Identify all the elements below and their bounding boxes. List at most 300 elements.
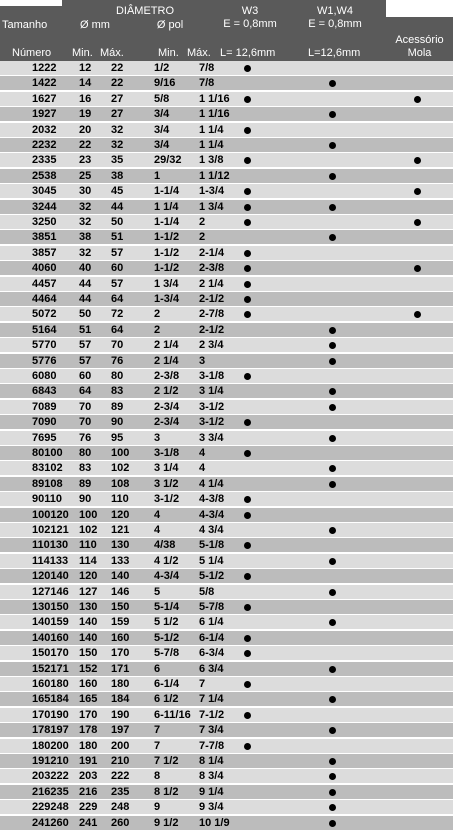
cell-min-pol: 7 1/2 [154,755,179,767]
w3-available-dot [244,188,251,195]
cell-max-pol: 7 1/4 [199,693,224,706]
table-row [0,461,453,476]
cell-max-mm: 180 [111,678,130,690]
table-row [0,477,453,492]
cell-max-mm: 146 [111,585,130,598]
table-row [0,646,453,661]
table-row [0,400,453,415]
cell-max-mm: 222 [111,770,130,783]
w1w4-available-dot [329,820,336,827]
cell-numero: 160180 [32,678,69,690]
cell-min-mm: 127 [79,585,98,598]
cell-min-pol: 9/16 [154,77,176,90]
header-w1w4: W1,W4 [316,5,354,17]
cell-min-mm: 170 [79,708,98,721]
cell-max-mm: 27 [111,92,124,105]
cell-numero: 7090 [32,416,57,429]
w1w4-available-dot [329,342,336,349]
cell-max-mm: 22 [111,77,124,90]
cell-numero: 165184 [32,693,69,706]
header-max-pol: Máx. [187,47,211,59]
row-divider [0,830,453,831]
header-corner-blank-right [386,0,453,17]
cell-min-pol: 2-3/4 [154,400,180,413]
header-numero: Número [12,47,52,59]
w1w4-available-dot [329,527,336,534]
cell-max-mm: 44 [111,200,124,213]
cell-min-pol: 6-1/4 [154,678,180,690]
cell-max-pol: 4 3/4 [199,524,224,536]
w3-available-dot [244,573,251,580]
w3-available-dot [244,127,251,134]
cell-max-mm: 89 [111,400,124,413]
cell-min-pol: 3 1/2 [154,477,179,490]
table-row [0,338,453,353]
cell-max-mm: 200 [111,739,130,752]
table-row [0,384,453,399]
w1w4-available-dot [329,589,336,596]
cell-min-mm: 57 [79,339,92,352]
cell-numero: 229248 [32,801,69,814]
cell-min-mm: 241 [79,816,98,829]
cell-max-mm: 210 [111,755,130,767]
cell-min-mm: 44 [79,293,92,305]
cell-min-pol: 4-3/4 [154,570,180,583]
cell-max-pol: 2-1/4 [199,246,225,259]
w3-available-dot [244,450,251,457]
cell-max-pol: 1 3/4 [199,200,224,213]
cell-min-pol: 4 [154,524,161,536]
cell-numero: 241260 [32,816,69,829]
header-mm: Ø mm [80,19,110,31]
cell-min-pol: 9 1/2 [154,816,179,829]
cell-max-pol: 1 1/4 [199,123,224,136]
cell-max-mm: 51 [111,231,124,244]
cell-max-mm: 184 [111,693,130,706]
table-row [0,215,453,230]
header-diametro: DIÂMETRO [115,5,175,17]
cell-max-pol: 4-3/4 [199,508,225,521]
cell-max-pol: 1-3/4 [199,185,225,198]
cell-max-pol: 2-1/2 [199,323,225,336]
cell-numero: 7695 [32,431,57,444]
cell-min-pol: 6-11/16 [154,708,191,721]
cell-min-pol: 3 [154,431,161,444]
table-row [0,754,453,769]
cell-max-pol: 1 1/4 [199,139,224,151]
header-min-mm: Min. [72,47,93,59]
w1w4-available-dot [329,327,336,334]
cell-min-mm: 14 [79,77,92,90]
cell-max-mm: 27 [111,108,124,121]
cell-min-pol: 4 1/2 [154,554,179,567]
cell-min-mm: 40 [79,262,92,275]
table-row [0,415,453,430]
cell-min-mm: 180 [79,739,98,752]
header-l-w3: L= 12,6mm [220,47,276,59]
table-row [0,600,453,615]
cell-max-pol: 4 1/4 [199,477,224,490]
w3-available-dot [244,419,251,426]
cell-min-mm: 76 [79,431,92,444]
table-row [0,785,453,800]
cell-min-mm: 12 [79,62,92,74]
w3-available-dot [244,542,251,549]
table-row [0,431,453,446]
w1w4-available-dot [329,773,336,780]
table-row [0,246,453,261]
cell-numero: 5776 [32,354,57,367]
mola-available-dot [414,96,421,103]
table-row [0,538,453,553]
cell-max-mm: 120 [111,508,130,521]
cell-max-pol: 7 3/4 [199,724,224,737]
table-row [0,446,453,461]
w1w4-available-dot [329,619,336,626]
cell-numero: 2232 [32,139,57,151]
cell-max-mm: 140 [111,570,130,583]
cell-min-mm: 20 [79,123,92,136]
header-mola: Mola [407,47,432,59]
cell-min-mm: 90 [79,493,92,506]
cell-numero: 1627 [32,92,57,105]
table-row [0,569,453,584]
cell-min-pol: 5-7/8 [154,647,180,660]
w3-available-dot [244,157,251,164]
cell-numero: 130150 [32,601,69,613]
w1w4-available-dot [329,789,336,796]
cell-min-pol: 3-1/2 [154,493,180,506]
cell-min-pol: 1-1/4 [154,185,180,198]
cell-max-pol: 7/8 [199,77,215,90]
cell-min-mm: 32 [79,246,92,259]
header-acessorio: Acessório [395,34,444,46]
cell-max-pol: 6-1/4 [199,631,225,644]
cell-min-pol: 5/8 [154,92,170,105]
cell-min-mm: 64 [79,385,92,398]
cell-max-mm: 83 [111,385,124,398]
cell-numero: 180200 [32,739,69,752]
w3-available-dot [244,604,251,611]
cell-max-pol: 6 1/4 [199,616,224,629]
table-row [0,76,453,91]
cell-min-pol: 4 [154,508,161,521]
cell-min-mm: 216 [79,785,98,798]
cell-min-mm: 51 [79,323,92,336]
w1w4-available-dot [329,404,336,411]
cell-min-pol: 1/2 [154,62,170,74]
cell-numero: 5164 [32,323,57,336]
cell-min-pol: 7 [154,724,161,737]
cell-max-mm: 72 [111,308,124,321]
cell-max-mm: 133 [111,554,130,567]
w3-available-dot [244,296,251,303]
cell-max-mm: 260 [111,816,130,829]
cell-numero: 3045 [32,185,57,198]
cell-max-mm: 190 [111,708,130,721]
w3-available-dot [244,512,251,519]
cell-max-pol: 9 1/4 [199,785,224,798]
cell-min-pol: 1-1/2 [154,231,180,244]
cell-numero: 150170 [32,647,69,660]
cell-numero: 1222 [32,62,57,74]
cell-max-pol: 2 [199,216,206,228]
cell-min-pol: 2 [154,323,161,336]
cell-max-pol: 5-1/8 [199,539,225,552]
cell-numero: 152171 [32,662,69,675]
cell-min-pol: 2-3/4 [154,416,180,429]
cell-numero: 2032 [32,123,57,136]
w3-available-dot [244,712,251,719]
cell-max-mm: 100 [111,447,130,459]
header-pol: Ø pol [156,19,184,31]
table-row [0,523,453,538]
cell-min-pol: 1 3/4 [154,277,179,290]
cell-numero: 1927 [32,108,57,121]
w3-available-dot [244,219,251,226]
cell-min-mm: 89 [79,477,92,490]
cell-min-mm: 23 [79,154,92,167]
cell-max-pol: 7-7/8 [199,739,225,752]
cell-max-pol: 9 3/4 [199,801,224,814]
cell-numero: 170190 [32,708,69,721]
cell-min-mm: 120 [79,570,98,583]
mola-available-dot [414,265,421,272]
mola-available-dot [414,188,421,195]
cell-min-mm: 38 [79,231,92,244]
w3-available-dot [244,65,251,72]
cell-max-mm: 45 [111,185,124,198]
table-row [0,138,453,153]
cell-min-mm: 140 [79,631,98,644]
cell-numero: 102121 [32,524,69,536]
cell-min-mm: 114 [79,554,97,567]
cell-min-pol: 6 1/2 [154,693,179,706]
cell-max-pol: 7 [199,678,206,690]
w3-available-dot [244,265,251,272]
cell-min-pol: 5 1/2 [154,616,179,629]
cell-numero: 5072 [32,308,57,321]
table-row [0,631,453,646]
cell-max-mm: 60 [111,262,124,275]
cell-max-mm: 235 [111,785,130,798]
table-row [0,277,453,292]
cell-numero: 191210 [32,755,69,767]
cell-numero: 7089 [32,400,57,413]
cell-max-pol: 6 3/4 [199,662,224,675]
w1w4-available-dot [329,173,336,180]
cell-min-mm: 16 [79,92,92,105]
cell-max-mm: 170 [111,647,130,660]
cell-min-mm: 203 [79,770,98,783]
cell-max-pol: 2 1/4 [199,277,224,290]
cell-min-mm: 152 [79,662,98,675]
w1w4-available-dot [329,358,336,365]
cell-max-pol: 10 1/9 [199,816,230,829]
cell-numero: 140160 [32,631,69,644]
w3-available-dot [244,650,251,657]
cell-numero: 203222 [32,770,69,783]
table-row [0,739,453,754]
cell-min-pol: 29/32 [154,154,182,167]
w3-available-dot [244,281,251,288]
cell-max-mm: 57 [111,246,124,259]
mola-available-dot [414,311,421,318]
cell-min-pol: 8 [154,770,161,783]
table-row [0,61,453,76]
cell-min-pol: 1-1/2 [154,246,180,259]
cell-min-pol: 3-1/8 [154,447,180,459]
table-row [0,554,453,569]
cell-min-mm: 70 [79,400,92,413]
table-row [0,169,453,184]
w3-available-dot [244,743,251,750]
cell-min-pol: 7 [154,739,161,752]
cell-min-pol: 2 1/4 [154,354,179,367]
header-w1w4-e: E = 0,8mm [308,18,362,30]
table-row [0,492,453,507]
cell-min-mm: 25 [79,169,92,182]
cell-numero: 140159 [32,616,69,629]
header-tamanho: Tamanho [2,19,48,31]
cell-min-pol: 1-1/4 [154,216,180,228]
cell-min-pol: 5-1/2 [154,631,180,644]
header-l-w1w4: L=12,6mm [308,47,361,59]
cell-numero: 110130 [32,539,69,552]
w3-available-dot [244,681,251,688]
cell-max-pol: 8 3/4 [199,770,224,783]
header-min-pol: Min. [158,47,179,59]
table-row [0,615,453,630]
cell-max-pol: 4 [199,447,206,459]
table-row [0,123,453,138]
cell-max-pol: 4-3/8 [199,493,225,506]
cell-numero: 6843 [32,385,57,398]
w1w4-available-dot [329,111,336,118]
cell-min-pol: 4/38 [154,539,176,552]
w1w4-available-dot [329,465,336,472]
cell-max-pol: 5 1/4 [199,554,224,567]
cell-numero: 4060 [32,262,57,275]
cell-max-pol: 5/8 [199,585,215,598]
table-row [0,662,453,677]
w1w4-available-dot [329,727,336,734]
cell-max-mm: 32 [111,123,124,136]
cell-max-mm: 159 [111,616,130,629]
cell-max-pol: 1 1/12 [199,169,230,182]
w1w4-available-dot [329,388,336,395]
cell-min-mm: 30 [79,185,92,198]
cell-max-pol: 4 [199,462,206,475]
cell-max-pol: 3 3/4 [199,431,224,444]
cell-max-pol: 1 1/16 [199,108,230,121]
w3-available-dot [244,373,251,380]
cell-min-pol: 3/4 [154,108,170,121]
w1w4-available-dot [329,481,336,488]
cell-numero: 3851 [32,231,57,244]
cell-max-pol: 1 1/16 [199,92,230,105]
cell-min-mm: 19 [79,108,92,121]
cell-numero: 2335 [32,154,57,167]
cell-min-mm: 130 [79,601,98,613]
cell-max-pol: 7-1/2 [199,708,225,721]
cell-max-mm: 130 [111,539,130,552]
cell-min-pol: 5 [154,585,161,598]
table-row [0,677,453,692]
cell-max-mm: 35 [111,154,124,167]
header-corner-blank [0,0,62,6]
cell-numero: 89108 [32,477,63,490]
cell-max-mm: 197 [111,724,130,737]
cell-max-pol: 3-1/2 [199,400,225,413]
cell-numero: 3244 [32,200,57,213]
cell-min-mm: 102 [79,524,98,536]
cell-min-mm: 70 [79,416,92,429]
cell-max-mm: 76 [111,354,124,367]
cell-min-mm: 57 [79,354,92,367]
mola-available-dot [414,219,421,226]
table-row [0,800,453,815]
cell-numero: 120140 [32,570,69,583]
cell-max-pol: 8 1/4 [199,755,224,767]
cell-max-pol: 7/8 [199,62,215,74]
table-row [0,92,453,107]
cell-min-mm: 22 [79,139,92,151]
cell-max-mm: 90 [111,416,124,429]
table-row [0,769,453,784]
cell-min-pol: 8 1/2 [154,785,179,798]
w3-available-dot [244,496,251,503]
table-row [0,708,453,723]
table-row [0,369,453,384]
table-row [0,107,453,122]
cell-min-pol: 1 [154,169,161,182]
table-row [0,184,453,199]
cell-numero: 4464 [32,293,57,305]
cell-max-mm: 108 [111,477,130,490]
cell-max-mm: 248 [111,801,130,814]
w1w4-available-dot [329,558,336,565]
table-row [0,723,453,738]
cell-numero: 216235 [32,785,69,798]
cell-min-mm: 110 [79,539,97,552]
cell-numero: 83102 [32,462,63,475]
cell-min-mm: 100 [79,508,98,521]
table-row [0,354,453,369]
cell-min-pol: 2 [154,308,161,321]
table-row [0,323,453,338]
cell-min-mm: 83 [79,462,92,475]
cell-min-pol: 5-1/4 [154,601,180,613]
table-row [0,153,453,168]
cell-max-mm: 171 [111,662,130,675]
cell-max-mm: 57 [111,277,124,290]
cell-min-mm: 140 [79,616,98,629]
cell-min-mm: 80 [79,447,92,459]
cell-max-mm: 110 [111,493,129,506]
w3-available-dot [244,96,251,103]
cell-min-pol: 9 [154,801,161,814]
table-row [0,585,453,600]
cell-numero: 4457 [32,277,57,290]
table-row [0,230,453,245]
w1w4-available-dot [329,435,336,442]
table-row [0,307,453,322]
cell-numero: 5770 [32,339,57,352]
header-w3-e: E = 0,8mm [223,18,277,30]
cell-max-pol: 5-1/2 [199,570,225,583]
cell-min-mm: 50 [79,308,92,321]
